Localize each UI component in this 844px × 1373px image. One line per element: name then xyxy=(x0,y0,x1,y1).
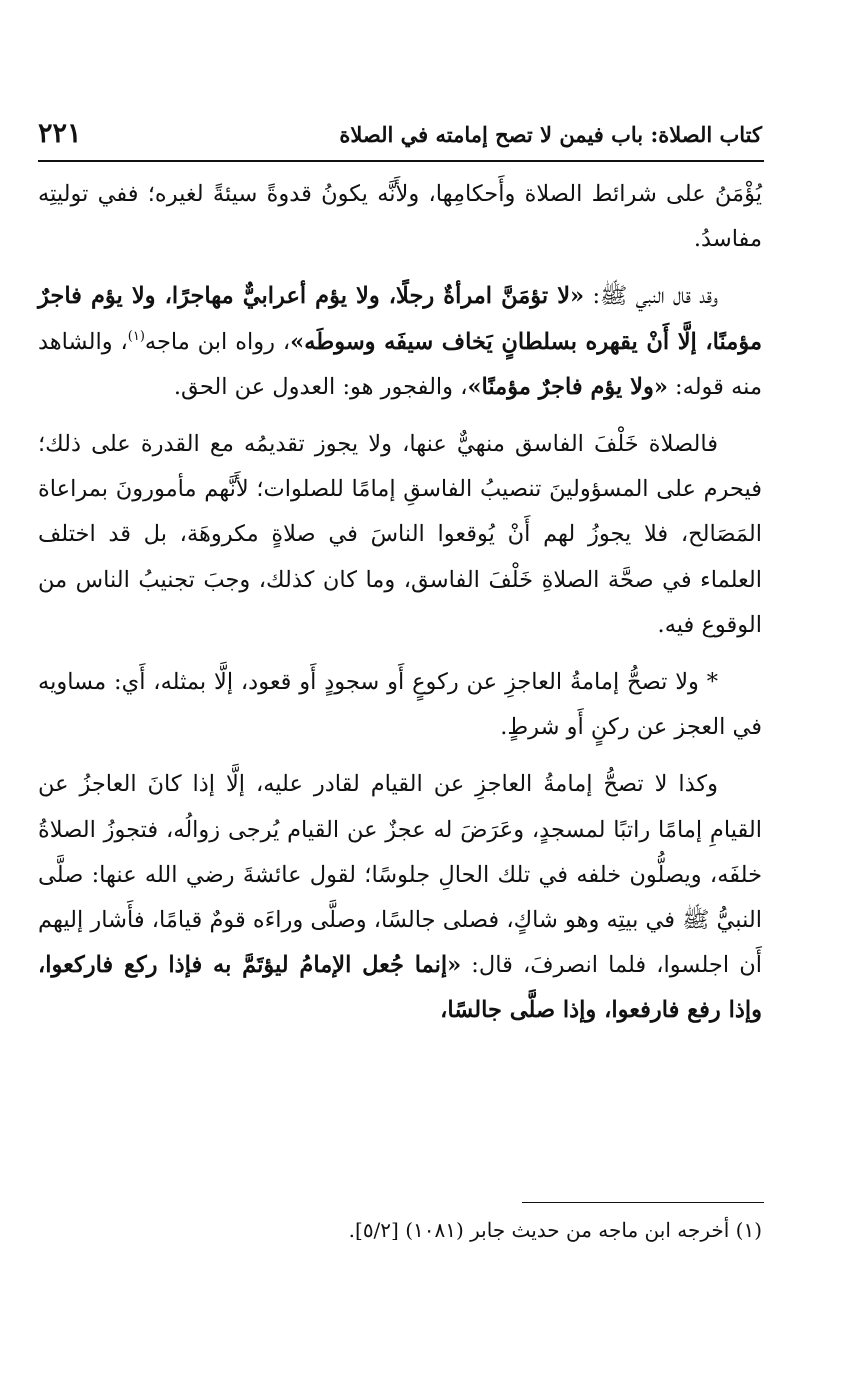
text-segment: فالصلاة خَلْفَ الفاسق منهيٌّ عنها، ولا يجوز تقديمُه مع القدرة على ذلك؛ فيحرم على المسؤولينَ تنصيبُ الفاسقِ إمامًا للصلوات؛ لأَنَّهم مأمورونَ بمراعاة المَصَالح، فلا يجوزُ لهم أَنْ يُوقعوا الناسَ في صلاةٍ مكروهَة، بل قد اختلف العلماء في صحَّة الصلاةِ خَلْفَ الفاسق، وما كان كذلك، وجبَ تجنيبُ الناس من الوقوع فيه. xyxy=(38,431,762,638)
hadith-quote: «إنما جُعل الإمامُ ليؤتَمَّ به فإذا ركع فاركعوا، وإذا رفع فارفعوا، وإذا صلَّى جالسًا، xyxy=(38,952,762,1024)
text-segment: ، رواه ابن ماجه xyxy=(144,328,291,355)
text-segment: ، والفجور هو: العدول عن الحق. xyxy=(173,373,468,400)
hadith-quote: «لا تؤمَنَّ امرأةٌ رجلًا، ولا يؤم أعرابيٌّ مهاجرًا، ولا يؤم فاجرٌ مؤمنًا، إلَّا أَنْ يقهره بسلطانٍ يَخاف سيفَه وسوطَه» xyxy=(38,283,762,355)
running-title: كتاب الصلاة: باب فيمن لا تصح إمامته في الصلاة xyxy=(339,122,762,147)
paragraph xyxy=(38,172,762,262)
header-rule xyxy=(38,160,764,162)
text-segment: * ولا تصحُّ إمامةُ العاجزِ عن ركوعٍ أَو سجودٍ أَو قعود، إلَّا بمثله، أَي: مساويه في العجز عن ركنٍ أَو شرطٍ. xyxy=(38,669,762,741)
hadith-quote: «ولا يؤم فاجرٌ مؤمنًا» xyxy=(467,373,668,400)
text-segment: يُؤْمَنُ على شرائط الصلاة وأَحكامِها، ولأَنَّه يكونُ قدوةً سيئةً لغيره؛ ففي توليتِه مفاسدُ. xyxy=(38,181,762,253)
text-segment: وقد قال النبي ﷺ: xyxy=(584,283,718,310)
page-header xyxy=(38,118,762,158)
paragraph xyxy=(38,762,762,1033)
text-segment: وكذا لا تصحُّ إمامةُ العاجزِ عن القيام لقادر عليه، إلَّا إذا كانَ العاجزُ عن القيامِ إمامًا راتبًا لمسجدٍ، وعَرَضَ له عجزٌ عن القيام يُرجى زوالُه، فتجوزُ الصلاةُ خلفَه، ويصلُّون خلفه في تلك الحالِ جلوسًا؛ لقول عائشةَ رضي الله عنها: صلَّى النبيُّ ﷺ في بيتِه وهو شاكٍ، فصلى جالسًا، وصلَّى وراءَه قومٌ قيامًا، فأَشار إليهم أَن اجلسوا، فلما انصرفَ، قال: xyxy=(38,771,762,979)
paragraph xyxy=(38,422,762,648)
footnote: (١) أخرجه ابن ماجه من حديث جابر (١٠٨١) [٥/٢]. xyxy=(348,1218,762,1242)
footnote-rule xyxy=(522,1202,764,1203)
paragraph xyxy=(38,660,762,750)
page-number: ٢٢١ xyxy=(38,118,82,149)
text-segment: ، والشاهد منه قوله: xyxy=(38,328,762,400)
body-text xyxy=(38,172,762,1046)
paragraph xyxy=(38,274,762,410)
footnote-ref: (١) xyxy=(127,328,145,344)
